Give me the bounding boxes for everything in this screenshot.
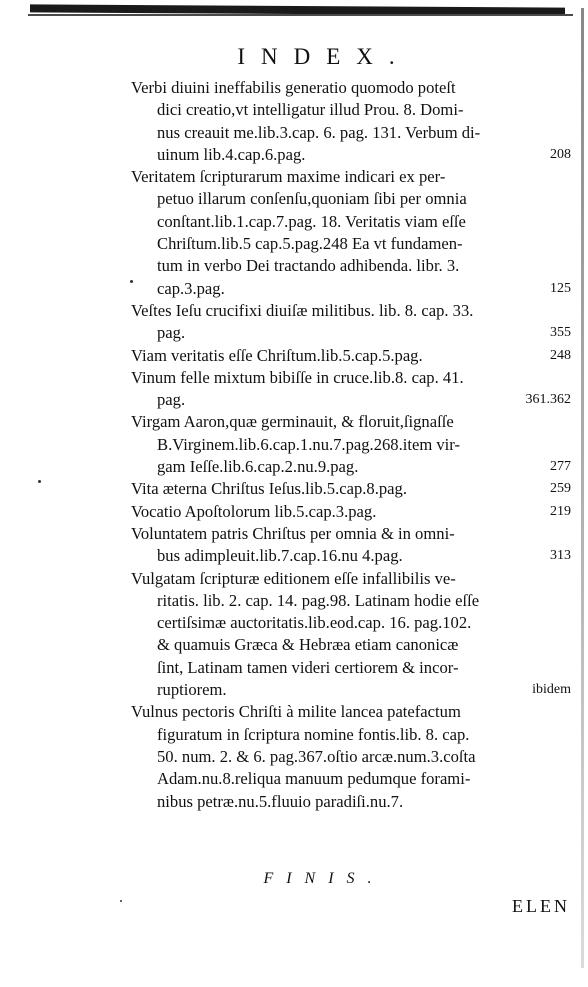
entry-text: Vinum felle mixtum bibiſſe in cruce.lib.8. cap. 41. bbox=[131, 367, 464, 387]
entry-text: & quamuis Græca & Hebræa etiam canonicæ bbox=[157, 635, 459, 655]
entry-text: 50. num. 2. & 6. pag.367.oſtio arcæ.num.3.coſta bbox=[157, 746, 476, 766]
entry-headword-line bbox=[131, 568, 571, 590]
page-reference: ibidem bbox=[532, 682, 571, 698]
entry-text: gam Ieſſe.lib.6.cap.2.nu.9.pag. bbox=[157, 457, 359, 477]
entry-continuation-line bbox=[131, 389, 571, 411]
catchword: ELEN bbox=[512, 896, 570, 916]
entry-continuation-line bbox=[131, 791, 571, 813]
entry-text: Vocatio Apoſtolorum lib.5.cap.3.pag. bbox=[131, 501, 377, 521]
entry-text: certiſsimæ auctoritatis.lib.eod.cap. 16. pag.102. bbox=[157, 613, 472, 633]
entry-text: nibus petræ.nu.5.fluuio paradiſi.nu.7. bbox=[157, 791, 404, 811]
ink-speck bbox=[38, 480, 41, 483]
entry-continuation-line bbox=[131, 679, 571, 701]
entry-text: Adam.nu.8.reliqua manuum pedumque forami- bbox=[157, 769, 471, 789]
entry-headword-line bbox=[131, 501, 571, 523]
index-entry bbox=[131, 501, 571, 523]
entry-text: cap.3.pag. bbox=[157, 278, 225, 298]
index-entries bbox=[131, 77, 571, 813]
entry-continuation-line bbox=[131, 724, 571, 746]
entry-continuation-line bbox=[131, 746, 571, 768]
entry-text: nus creauit me.lib.3.cap. 6. pag. 131. Verbum di- bbox=[157, 122, 481, 142]
entry-continuation-line bbox=[131, 612, 571, 634]
entry-text: Vulgatam ſcripturæ editionem eſſe infallibilis ve- bbox=[131, 568, 456, 588]
entry-text: Voluntatem patris Chriſtus per omnia & in omni- bbox=[131, 523, 455, 543]
page-reference: 313 bbox=[550, 548, 571, 564]
entry-headword-line bbox=[131, 523, 571, 545]
ink-speck bbox=[120, 900, 122, 902]
index-entry bbox=[131, 367, 571, 412]
entry-text: bus adimpleuit.lib.7.cap.16.nu 4.pag. bbox=[157, 546, 403, 566]
page-reference: 361.362 bbox=[525, 392, 571, 408]
index-entry bbox=[131, 523, 571, 568]
entry-text: Viam veritatis eſſe Chriſtum.lib.5.cap.5.pag. bbox=[131, 345, 423, 365]
entry-text: figuratum in ſcriptura nomine fontis.lib. 8. cap. bbox=[157, 724, 470, 744]
entry-text: Verbi diuini ineffabilis generatio quomodo poteſt bbox=[131, 78, 456, 97]
index-entry bbox=[131, 166, 571, 300]
entry-text: petuo illarum conſenſu,quoniam ſibi per omnia bbox=[157, 189, 467, 209]
entry-continuation-line bbox=[131, 545, 571, 567]
entry-text: dici creatio,vt intelligatur illud Prou. 8. Domi- bbox=[157, 100, 464, 120]
page-reference: 208 bbox=[550, 146, 571, 162]
entry-text: Chriſtum.lib.5 cap.5.pag.248 Ea vt fundamen- bbox=[157, 234, 463, 254]
entry-headword-line bbox=[131, 701, 571, 723]
entry-continuation-line bbox=[131, 657, 571, 679]
top-border-shadow bbox=[28, 14, 573, 16]
entry-text: tum in verbo Dei tractando adhibenda. libr. 3. bbox=[157, 256, 460, 276]
page-reference: 219 bbox=[550, 503, 571, 519]
entry-continuation-line bbox=[131, 768, 571, 790]
entry-continuation-line bbox=[131, 188, 571, 210]
entry-headword-line bbox=[131, 411, 571, 433]
index-entry bbox=[131, 300, 571, 345]
entry-text: pag. bbox=[157, 390, 186, 410]
index-entry bbox=[131, 478, 571, 500]
entry-text: ritatis. lib. 2. cap. 14. pag.98. Latinam hodie eſſe bbox=[157, 590, 480, 610]
entry-headword-line bbox=[131, 478, 571, 500]
page-reference: 125 bbox=[550, 280, 571, 296]
index-entry bbox=[131, 568, 571, 702]
entry-text: conſtant.lib.1.cap.7.pag. 18. Veritatis viam eſſe bbox=[157, 211, 466, 231]
entry-headword-line bbox=[131, 166, 571, 188]
entry-continuation-line bbox=[131, 144, 571, 166]
entry-text: B.Virginem.lib.6.cap.1.nu.7.pag.268.item vir- bbox=[157, 434, 460, 454]
entry-continuation-line bbox=[131, 211, 571, 233]
page-edge-shadow bbox=[581, 8, 584, 968]
entry-text: ſint, Latinam tamen videri certiorem & incor- bbox=[157, 657, 459, 677]
entry-text: Veritatem ſcripturarum maxime indicari ex per- bbox=[131, 167, 446, 187]
entry-text: ruptiorem. bbox=[157, 680, 227, 700]
entry-continuation-line bbox=[131, 233, 571, 255]
entry-continuation-line bbox=[131, 456, 571, 478]
ink-speck bbox=[130, 280, 133, 283]
page-title: INDEX. bbox=[237, 44, 411, 69]
entry-text: uinum lib.4.cap.6.pag. bbox=[157, 144, 306, 164]
entry-continuation-line bbox=[131, 122, 571, 144]
entry-continuation-line bbox=[131, 634, 571, 656]
entry-headword-line bbox=[131, 77, 571, 99]
entry-text: Veſtes Ieſu crucifixi diuiſæ militibus. lib. 8. cap. 33. bbox=[131, 300, 474, 320]
page-reference: 355 bbox=[550, 325, 571, 341]
page-reference: 259 bbox=[550, 481, 571, 497]
entry-headword-line bbox=[131, 300, 571, 322]
entry-continuation-line bbox=[131, 278, 571, 300]
page-reference: 277 bbox=[550, 459, 571, 475]
entry-continuation-line bbox=[131, 255, 571, 277]
entry-text: pag. bbox=[157, 323, 186, 343]
entry-continuation-line bbox=[131, 434, 571, 456]
page-reference: 248 bbox=[550, 347, 571, 363]
entry-text: Virgam Aaron,quæ germinauit, & floruit,ſignaſſe bbox=[131, 412, 454, 432]
index-entry bbox=[131, 701, 571, 812]
finis-label: FINIS. bbox=[263, 870, 385, 887]
entry-headword-line bbox=[131, 345, 571, 367]
index-entry bbox=[131, 345, 571, 367]
entry-continuation-line bbox=[131, 322, 571, 344]
index-entry bbox=[131, 77, 571, 166]
entry-text: Vita æterna Chriſtus Ieſus.lib.5.cap.8.pag. bbox=[131, 479, 407, 499]
entry-continuation-line bbox=[131, 99, 571, 121]
entry-continuation-line bbox=[131, 590, 571, 612]
entry-text: Vulnus pectoris Chriſti à milite lancea patefactum bbox=[131, 702, 461, 722]
entry-headword-line bbox=[131, 367, 571, 389]
index-entry bbox=[131, 411, 571, 478]
